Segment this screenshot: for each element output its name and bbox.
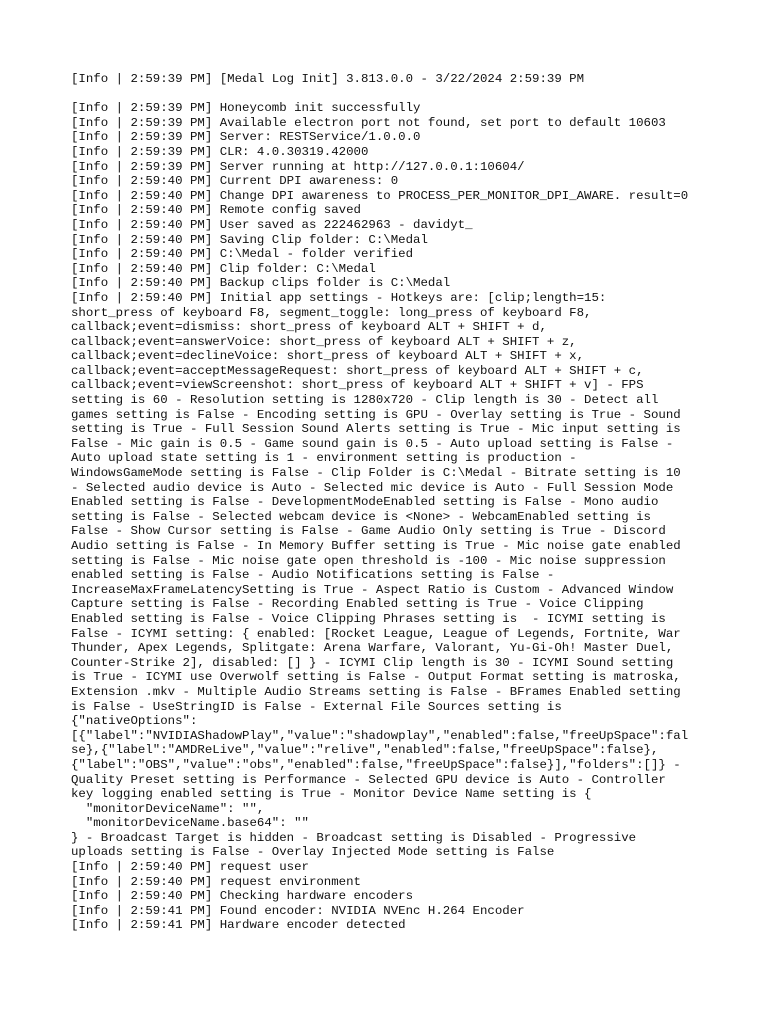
log-entry-line: [Info | 2:59:40 PM] request environment [71, 874, 361, 889]
settings-text-line: Auto upload state setting is 1 - environment setting is production - [71, 451, 577, 466]
log-entry-line: [Info | 2:59:39 PM] CLR: 4.0.30319.42000 [71, 144, 369, 159]
settings-text-line: {"nativeOptions": [71, 714, 198, 729]
log-document [71, 72, 711, 933]
settings-text-line: [{"label":"NVIDIAShadowPlay","value":"shadowplay","enabled":false,"freeUpSpace":fal [71, 728, 689, 743]
log-settings-block [71, 291, 711, 860]
settings-text-line: callback;event=acceptMessageRequest: short_press of keyboard ALT + SHIFT + c, [71, 363, 644, 378]
log-entry-line: [Info | 2:59:40 PM] Current DPI awareness: 0 [71, 174, 399, 189]
settings-text-line: [Info | 2:59:40 PM] Initial app settings - Hotkeys are: [clip;length=15: [71, 290, 607, 305]
log-entry-line: [Info | 2:59:40 PM] Checking hardware encoders [71, 889, 414, 904]
log-lines-after [71, 860, 711, 933]
log-entry-line: [Info | 2:59:39 PM] Honeycomb init successfully [71, 101, 421, 116]
settings-text-line: uploads setting is False - Overlay Injected Mode setting is False [71, 845, 555, 860]
log-entry-line: [Info | 2:59:40 PM] Saving Clip folder: C:\Medal [71, 232, 428, 247]
settings-text-line: enabled setting is False - Audio Notifications setting is False - [71, 568, 555, 583]
log-entry-line: [Info | 2:59:41 PM] Found encoder: NVIDIA NVEnc H.264 Encoder [71, 903, 525, 918]
log-entry-line: [Info | 2:59:40 PM] Backup clips folder is C:\Medal [71, 276, 451, 291]
settings-text-line: Audio setting is False - In Memory Buffer setting is True - Mic noise gate enabled [71, 539, 681, 553]
log-entry-line: [Info | 2:59:40 PM] C:\Medal - folder verified [71, 247, 414, 262]
log-entry-line: [Info | 2:59:40 PM] User saved as 222462963 - davidyt_ [71, 217, 473, 232]
settings-text-line: setting is False - Selected webcam device is <None> - WebcamEnabled setting is [71, 509, 651, 524]
settings-text-line: se},{"label":"AMDReLive","value":"relive","enabled":false,"freeUpSpace":false}, [71, 743, 659, 758]
settings-text-line: - Selected audio device is Auto - Selected mic device is Auto - Full Session Mode [71, 480, 674, 495]
settings-text-line: Capture setting is False - Recording Enabled setting is True - Voice Clipping [71, 597, 644, 612]
settings-text-line: {"label":"OBS","value":"obs","enabled":false,"freeUpSpace":false}],"folders":[]} - [71, 757, 681, 772]
settings-text-line: setting is False - Mic noise gate open threshold is -100 - Mic noise suppression [71, 553, 666, 568]
log-entry-line: [Info | 2:59:40 PM] Remote config saved [71, 203, 361, 218]
settings-text-line: } - Broadcast Target is hidden - Broadcast setting is Disabled - Progressive [71, 830, 637, 845]
settings-text-line: callback;event=viewScreenshot: short_press of keyboard ALT + SHIFT + v] - FPS [71, 378, 644, 393]
settings-text-line: setting is 60 - Resolution setting is 1280x720 - Clip length is 30 - Detect all [71, 393, 659, 408]
log-header-line: [Info | 2:59:39 PM] [Medal Log Init] 3.813.0.0 - 3/22/2024 2:59:39 PM [71, 72, 585, 86]
settings-text-line: key logging enabled setting is True - Monitor Device Name setting is { [71, 787, 592, 802]
settings-text-line: Quality Preset setting is Performance - Selected GPU device is Auto - Controller [71, 772, 666, 787]
log-entry-line: [Info | 2:59:39 PM] Server running at http://127.0.0.1:10604/ [71, 159, 525, 174]
settings-text-line: Counter-Strike 2], disabled: [] } - ICYMI Clip length is 30 - ICYMI Sound setting [71, 655, 674, 670]
settings-text-line: games setting is False - Encoding setting is GPU - Overlay setting is True - Sound [71, 407, 681, 422]
log-entry-line: [Info | 2:59:41 PM] Hardware encoder detected [71, 918, 406, 933]
log-entry-line: [Info | 2:59:39 PM] Server: RESTService/1.0.0.0 [71, 130, 421, 145]
settings-text-line: is False - UseStringID is False - External File Sources setting is [71, 699, 562, 714]
settings-text-line: False - Show Cursor setting is False - Game Audio Only setting is True - Discord [71, 524, 666, 539]
settings-text-line: Extension .mkv - Multiple Audio Streams setting is False - BFrames Enabled setting [71, 684, 681, 699]
settings-text-line: callback;event=declineVoice: short_press of keyboard ALT + SHIFT + x, [71, 349, 585, 364]
log-entry-line: [Info | 2:59:40 PM] request user [71, 860, 309, 875]
settings-text-line: callback;event=dismiss: short_press of keyboard ALT + SHIFT + d, [71, 320, 547, 335]
settings-text-line: False - Mic gain is 0.5 - Game sound gain is 0.5 - Auto upload setting is False - [71, 436, 674, 451]
settings-text-line: Thunder, Apex Legends, Splitgate: Arena Warfare, Valorant, Yu-Gi-Oh! Master Duel, [71, 641, 674, 656]
settings-text-line: "monitorDeviceName.base64": "" [71, 816, 309, 831]
settings-text-line: callback;event=answerVoice: short_press of keyboard ALT + SHIFT + z, [71, 334, 577, 349]
settings-text-line: short_press of keyboard F8, segment_toggle: long_press of keyboard F8, [71, 305, 592, 320]
log-entry-line: [Info | 2:59:40 PM] Clip folder: C:\Medal [71, 261, 376, 276]
log-lines-before [71, 101, 711, 291]
settings-text-line: setting is True - Full Session Sound Alerts setting is True - Mic input setting is [71, 422, 681, 437]
settings-text-line: is True - ICYMI use Overwolf setting is False - Output Format setting is matroska, [71, 670, 681, 685]
log-blank-line [71, 87, 711, 102]
log-entry-line: [Info | 2:59:39 PM] Available electron port not found, set port to default 10603 [71, 115, 666, 130]
settings-text-line: False - ICYMI setting: { enabled: [Rocket League, League of Legends, Fortnite, War [71, 626, 681, 641]
log-entry-line: [Info | 2:59:40 PM] Change DPI awareness to PROCESS_PER_MONITOR_DPI_AWARE. result=0 [71, 188, 689, 203]
settings-text-line: WindowsGameMode setting is False - Clip Folder is C:\Medal - Bitrate setting is 10 [71, 466, 681, 481]
settings-text-line: Enabled setting is False - DevelopmentModeEnabled setting is False - Mono audio [71, 495, 659, 510]
settings-text-line: Enabled setting is False - Voice Clipping Phrases setting is - ICYMI setting is [71, 611, 666, 626]
settings-text-line: IncreaseMaxFrameLatencySetting is True - Aspect Ratio is Custom - Advanced Window [71, 582, 674, 597]
settings-text-line: "monitorDeviceName": "", [71, 801, 265, 816]
